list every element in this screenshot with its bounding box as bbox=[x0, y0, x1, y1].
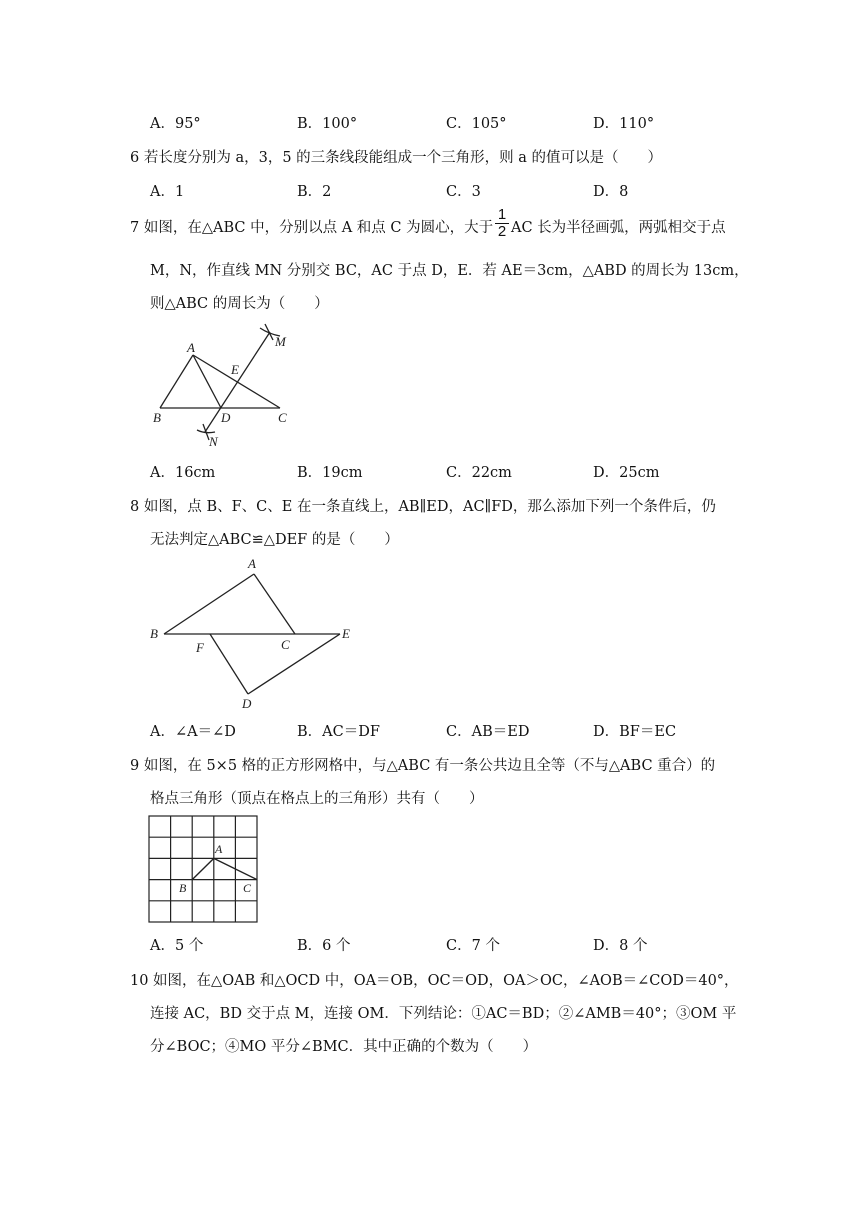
q6-text: 6 若长度分别为 a，3，5 的三条线段能组成一个三角形，则 a 的值可以是（ ） bbox=[130, 150, 663, 166]
q7-figure bbox=[145, 320, 305, 450]
label-m: M bbox=[275, 334, 286, 349]
label-e: E bbox=[231, 362, 239, 377]
segment-ab bbox=[160, 355, 193, 408]
q7-line2: M，N，作直线 MN 分别交 BC，AC 于点 D，E．若 AE＝3cm，△ABD 的周长为 13cm， bbox=[150, 263, 749, 279]
q7-line3: 则△ABC 的周长为（ ） bbox=[150, 296, 329, 312]
q9-option-a: A．5 个 bbox=[150, 938, 204, 954]
fraction-denominator: 2 bbox=[497, 223, 507, 240]
label-a: A bbox=[215, 842, 223, 856]
label-b: B bbox=[153, 410, 161, 425]
q5-option-c: C．105° bbox=[446, 116, 507, 132]
q8-option-d: D．BF＝EC bbox=[593, 724, 677, 740]
q10-line2: 连接 AC，BD 交于点 M，连接 OM．下列结论：①AC＝BD；②∠AMB＝40°；③OM 平 bbox=[150, 1006, 737, 1022]
label-f: F bbox=[196, 640, 204, 655]
q6-option-a: A．1 bbox=[150, 184, 185, 200]
q6-option-d: D．8 bbox=[593, 184, 629, 200]
label-c: C bbox=[281, 637, 290, 652]
label-c: C bbox=[278, 410, 287, 425]
q8-line1: 8 如图，点 B、F、C、E 在一条直线上，AB∥ED，AC∥FD，那么添加下列一个条件后，仍 bbox=[130, 499, 716, 515]
q10-line1: 10 如图，在△OAB 和△OCD 中，OA＝OB，OC＝OD，OA＞OC，∠AOB＝∠COD＝40°， bbox=[130, 973, 739, 989]
q7-option-d: D．25cm bbox=[593, 465, 660, 481]
q7-option-a: A．16cm bbox=[150, 465, 216, 481]
q9-option-b: B．6 个 bbox=[297, 938, 351, 954]
segment-df bbox=[210, 634, 248, 694]
q9-line2: 格点三角形（顶点在格点上的三角形）共有（ ） bbox=[150, 791, 484, 807]
q7-option-c: C．22cm bbox=[446, 465, 512, 481]
segment-ab bbox=[164, 574, 254, 634]
q9-line1: 9 如图，在 5×5 格的正方形网格中，与△ABC 有一条公共边且全等（不与△ABC 重合）的 bbox=[130, 758, 716, 774]
fraction-numerator: 1 bbox=[497, 206, 507, 223]
q8-option-c: C．AB＝ED bbox=[446, 724, 530, 740]
q6-option-b: B．2 bbox=[297, 184, 332, 200]
q8-figure bbox=[140, 552, 370, 714]
label-d: D bbox=[242, 696, 252, 711]
q9-figure bbox=[145, 812, 261, 924]
q8-line2: 无法判定△ABC≌△DEF 的是（ ） bbox=[150, 532, 399, 548]
q5-option-d: D．110° bbox=[593, 116, 655, 132]
segment-ac bbox=[254, 574, 295, 634]
q7-fraction bbox=[495, 208, 509, 238]
q9-option-d: D．8 个 bbox=[593, 938, 648, 954]
label-b: B bbox=[150, 626, 158, 641]
label-a: A bbox=[187, 340, 195, 355]
segment-ed bbox=[248, 634, 340, 694]
q5-option-b: B．100° bbox=[297, 116, 358, 132]
line-mn bbox=[205, 332, 270, 432]
q9-option-c: C．7 个 bbox=[446, 938, 500, 954]
q7-line1-post: AC 长为半径画弧，两弧相交于点 bbox=[511, 220, 726, 236]
label-e: E bbox=[342, 626, 350, 641]
q8-option-b: B．AC＝DF bbox=[297, 724, 380, 740]
label-b: B bbox=[179, 881, 187, 895]
label-a: A bbox=[248, 556, 256, 571]
q5-option-a: A．95° bbox=[150, 116, 201, 132]
q8-option-a: A．∠A＝∠D bbox=[150, 724, 236, 740]
q10-line3: 分∠BOC；④MO 平分∠BMC．其中正确的个数为（ ） bbox=[150, 1039, 538, 1055]
segment-ab bbox=[192, 858, 214, 879]
label-d: D bbox=[221, 410, 231, 425]
q6-option-c: C．3 bbox=[446, 184, 481, 200]
q7-line1-pre: 7 如图，在△ABC 中，分别以点 A 和点 C 为圆心，大于 bbox=[130, 220, 494, 236]
q7-option-b: B．19cm bbox=[297, 465, 363, 481]
label-c: C bbox=[243, 881, 252, 895]
label-n: N bbox=[209, 434, 218, 449]
